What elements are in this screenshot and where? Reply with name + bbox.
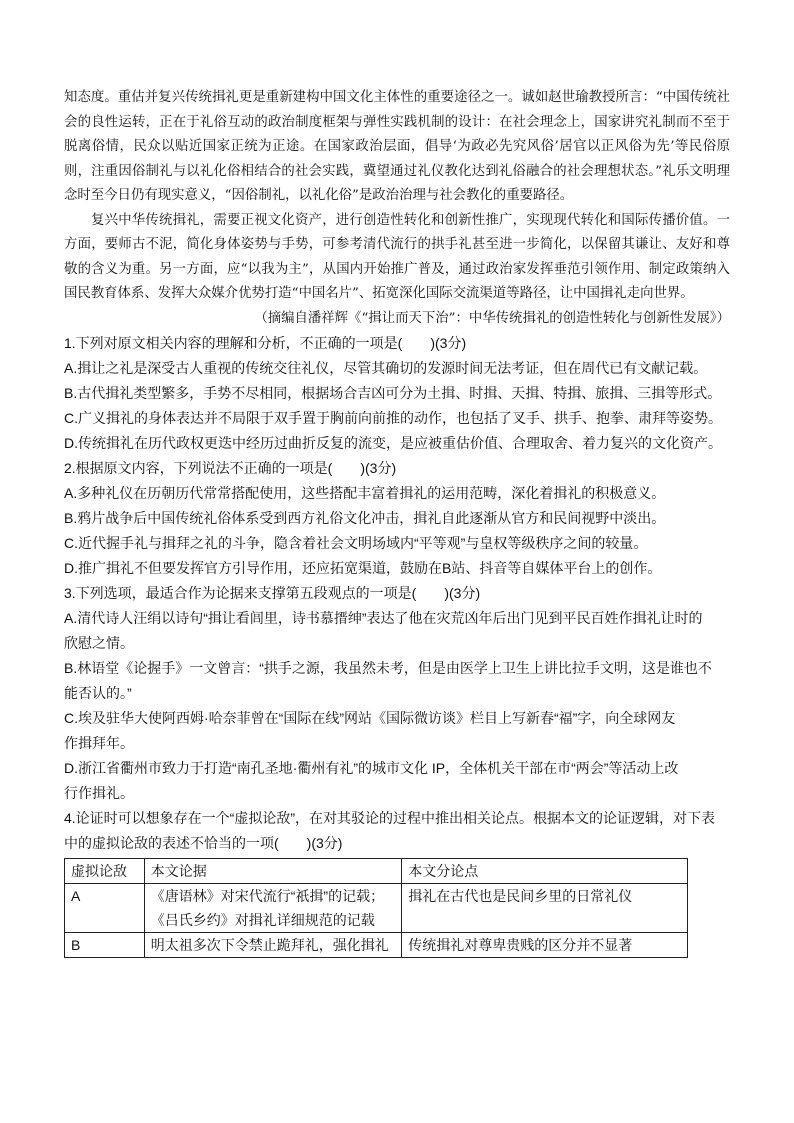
question-2-option-d: D.推广揖礼不但要发挥官方引导作用，还应拓宽渠道，鼓励在B站、抖音等自媒体平台上的创作。: [64, 560, 662, 576]
question-1-option-b: B.古代揖礼类型繁多，手势不尽相同，根据场合吉凶可分为土揖、时揖、天揖、特揖、旅揖、三揖等形式。: [64, 385, 722, 401]
question-3-option-d-line-1: D.浙江省衢州市致力于打造“南孔圣地·衢州有礼”的城市文化 IP，全体机关干部在市“两会”等活动上改: [64, 760, 679, 776]
question-3-option-d-line-2: 行作揖礼。: [64, 785, 134, 801]
question-1-option-d: D.传统揖礼在历代政权更迭中经历过曲折反复的流变，是应被重估价值、合理取舍、着力复兴的文化资产。: [64, 435, 722, 451]
passage-paragraph-2: 复兴中华传统揖礼，需要正视文化资产，进行创造性转化和创新性推广，实现现代转化和国际传播价值。一方面，要师古不泥，简化身体姿势与手势，可参考清代流行的拱手礼甚至进一步简化，以保留其谦让、友好和尊敬的含义为重。另一方面，应“以我为主”，从国内开始推广普及，通过政治家发挥垂范引领作用、制定政策纳入国民教育体系、发挥大众媒介优势打造“中国名片”、拓宽深化国际交流渠道等路径，让中国揖礼走向世界。: [64, 212, 730, 301]
table-cell: B: [65, 933, 145, 958]
question-4-table: [64, 858, 688, 958]
table-cell: 《唐语林》对宋代流行“祇揖”的记载；《吕氏乡约》对揖礼详细规范的记载: [144, 884, 401, 933]
exam-page: [64, 86, 730, 958]
table-cell: 揖礼在古代也是民间乡里的日常礼仪: [402, 884, 688, 933]
question-3-option-c-line-1: C.埃及驻华大使阿西姆·哈奈菲曾在“国际在线”网站《国际微访谈》栏目上写新春“福”字，向全球网友: [64, 710, 676, 726]
question-3: [64, 581, 730, 806]
table-row: [65, 884, 688, 933]
question-4-stem-line-2: 中的虚拟论敌的表述不恰当的一项( )(3分): [64, 835, 343, 851]
passage-source: （摘编自潘祥辉《“揖让而天下治”：中华传统揖礼的创造性转化与创新性发展》）: [254, 310, 730, 326]
question-2-option-b: B.鸦片战争后中国传统礼俗体系受到西方礼俗文化冲击，揖礼自此逐渐从官方和民间视野中淡出。: [64, 510, 666, 526]
question-1: [64, 331, 730, 456]
question-2-option-a: A.多种礼仪在历朝历代常常搭配使用，这些搭配丰富着揖礼的运用范畴，深化着揖礼的积极意义。: [64, 485, 666, 501]
table-cell: 传统揖礼对尊卑贵贱的区分并不显著: [402, 933, 688, 958]
question-3-option-a-line-1: A.清代诗人汪绢以诗句“揖让看闾里，诗书慕搢绅”表达了他在灾荒凶年后出门见到平民百姓作揖礼让时的: [64, 610, 703, 626]
table-header-cell: 本文论据: [144, 859, 401, 884]
table-row: [65, 933, 688, 958]
question-3-option-b-line-2: 能否认的。”: [64, 685, 132, 701]
question-2-stem: 2.根据原文内容，下列说法不正确的一项是( )(3分): [64, 460, 397, 476]
question-4: [64, 806, 730, 958]
question-3-option-a-line-2: 欣慰之情。: [64, 635, 134, 651]
table-header-cell: 本文分论点: [402, 859, 688, 884]
question-2-option-c: C.近代握手礼与揖拜之礼的斗争，隐含着社会文明场域内“平等观”与皇权等级秩序之间的较量。: [64, 535, 648, 551]
question-3-stem: 3.下列选项，最适合作为论据来支撑第五段观点的一项是( )(3分): [64, 585, 481, 601]
question-3-option-c-line-2: 作揖拜年。: [64, 735, 134, 751]
table-cell: 明太祖多次下令禁止跪拜礼，强化揖礼: [144, 933, 401, 958]
question-4-stem-line-1: 4.论证时可以想象存在一个“虚拟论敌”，在对其驳论的过程中推出相关论点。根据本文的论证逻辑，对下表: [64, 810, 715, 826]
table-cell: A: [65, 884, 145, 933]
question-2: [64, 456, 730, 581]
passage-paragraph-1: 知态度。重估并复兴传统揖礼更是重新建构中国文化主体性的重要途径之一。诚如赵世瑜教授所言：“中国传统社会的良性运转，正在于礼俗互动的政治制度框架与弹性实践机制的设计：在社会理念上，国家讲究礼制而不至于脱离俗情，民众以贴近国家正统为正途。在国家政治层面，倡导‘为政必先究风俗’居官以正风俗为先’等民俗原则，注重因俗制礼与以礼化俗相结合的社会实践，冀望通过礼仪教化达到礼俗融合的社会理想状态。”礼乐文明理念时至今日仍有现实意义，“因俗制礼，以礼化俗”是政治治理与社会教化的重要路径。: [64, 90, 730, 203]
question-1-option-c: C.广义揖礼的身体表达并不局限于双手置于胸前向前推的动作，也包括了叉手、拱手、抱拳、肃拜等姿势。: [64, 410, 722, 426]
question-3-option-b-line-1: B.林语堂《论握手》一文曾言：“拱手之源，我虽然未考，但是由医学上卫生上讲比拉手文明，这是谁也不: [64, 660, 712, 676]
question-1-stem: 1.下列对原文相关内容的理解和分析，不正确的一项是( )(3分): [64, 335, 467, 351]
question-1-option-a: A.揖让之礼是深受古人重视的传统交往礼仪，尽管其确切的发源时间无法考证，但在周代已有文献记载。: [64, 360, 708, 376]
table-header-row: [65, 859, 688, 884]
table-header-cell: 虚拟论敌: [65, 859, 145, 884]
